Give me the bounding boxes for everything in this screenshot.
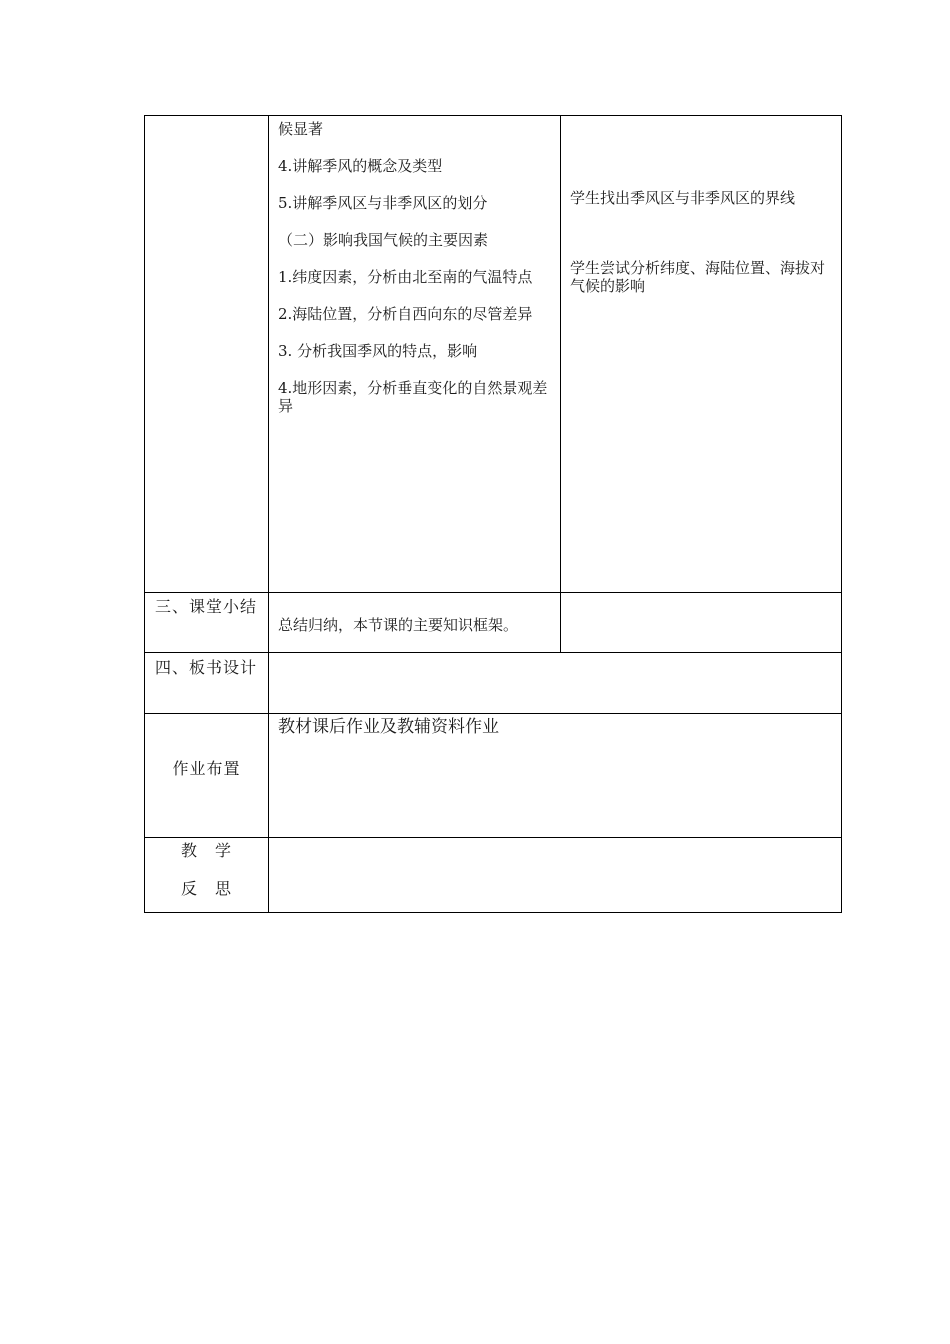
teacher-activities-cell bbox=[278, 120, 554, 415]
teacher-activity-line: 1.纬度因素，分析由北至南的气温特点 bbox=[278, 268, 533, 286]
board-design-label: 四、板书设计 bbox=[154, 658, 257, 677]
student-activity-line: 学生找出季风区与非季风区的界线 bbox=[570, 189, 796, 207]
reflection-label-line1: 教 学 bbox=[180, 841, 232, 860]
teacher-activity-line: 4.讲解季风的概念及类型 bbox=[278, 157, 443, 175]
student-activity-line: 学生尝试分析纬度、海陆位置、海拔对气候的影响 bbox=[570, 259, 826, 295]
student-activities-cell bbox=[570, 189, 835, 295]
teacher-activity-line: 4.地形因素，分析垂直变化的自然景观差异 bbox=[278, 379, 548, 415]
reflection-label-line2: 反 思 bbox=[180, 879, 232, 898]
teacher-activity-line: 3. 分析我国季风的特点，影响 bbox=[278, 342, 478, 360]
column-divider bbox=[268, 116, 269, 912]
summary-label: 三、课堂小结 bbox=[154, 597, 257, 616]
teacher-activity-line: 5.讲解季风区与非季风区的划分 bbox=[278, 194, 488, 212]
summary-content: 总结归纳，本节课的主要知识框架。 bbox=[278, 616, 519, 634]
teacher-activity-line: 2.海陆位置，分析自西向东的尽管差异 bbox=[278, 305, 533, 323]
row-divider bbox=[145, 713, 841, 714]
homework-content: 教材课后作业及教辅资料作业 bbox=[278, 717, 499, 737]
row-divider bbox=[145, 652, 841, 653]
row-divider bbox=[145, 837, 841, 838]
teacher-activity-line: 候显著 bbox=[278, 120, 324, 138]
homework-label: 作业布置 bbox=[172, 759, 241, 778]
teacher-activity-line: （二）影响我国气候的主要因素 bbox=[278, 231, 489, 249]
lesson-plan-table bbox=[144, 115, 842, 913]
row-divider bbox=[145, 592, 841, 593]
column-divider bbox=[560, 116, 561, 653]
